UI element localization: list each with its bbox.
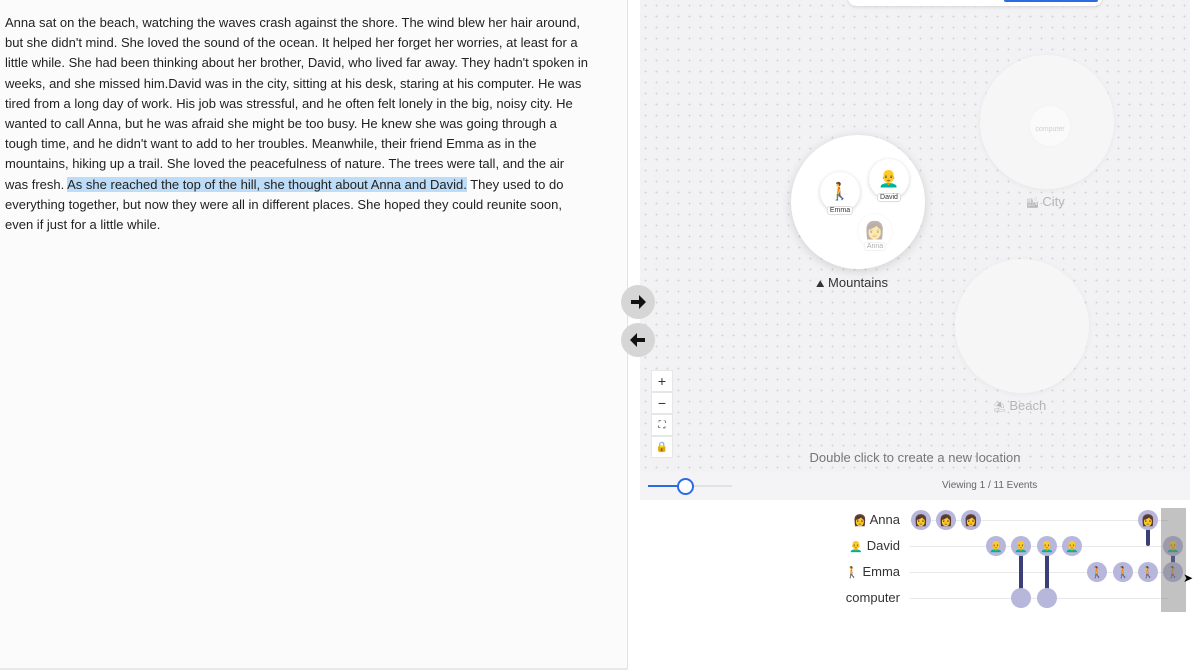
walking-person-icon: 🚶 xyxy=(1090,566,1104,579)
timeline-row-label-emma: 🚶 Emma xyxy=(845,564,900,579)
person-icon: 👨‍🦲 xyxy=(878,169,900,188)
location-beach[interactable] xyxy=(955,259,1089,393)
timeline-event-david[interactable] xyxy=(1062,536,1082,556)
object-computer[interactable] xyxy=(1030,106,1070,146)
beach-umbrella-icon: ⛱ xyxy=(993,402,1006,413)
timeline-event-emma[interactable] xyxy=(1087,562,1107,582)
fit-view-button[interactable] xyxy=(651,414,673,436)
character-tag: Emma xyxy=(827,206,853,215)
event-timeline xyxy=(640,472,1193,670)
fit-view-icon: ⛶ xyxy=(658,419,666,431)
walking-person-icon: 🚶 xyxy=(845,567,859,579)
character-anna-ghost[interactable] xyxy=(857,213,893,249)
walking-person-icon: 🚶 xyxy=(1166,566,1180,579)
woman-icon: 👩 xyxy=(864,221,886,240)
character-tag: computer xyxy=(1035,126,1065,133)
city-icon: 🏙 xyxy=(1026,198,1039,209)
timeline-slider-thumb[interactable] xyxy=(677,478,694,495)
map-zoom-controls xyxy=(651,370,673,458)
walking-person-icon: 🚶 xyxy=(1116,566,1130,579)
woman-icon: 👩 xyxy=(1141,514,1155,527)
map-hint: Double click to create a new location xyxy=(809,450,1021,465)
timeline-event-anna[interactable] xyxy=(936,510,956,530)
timeline-event-david[interactable] xyxy=(1037,536,1057,556)
timeline-event-anna[interactable] xyxy=(911,510,931,530)
location-map-canvas[interactable] xyxy=(640,0,1190,472)
timeline-event-emma[interactable] xyxy=(1138,562,1158,582)
woman-icon: 👩 xyxy=(853,515,867,527)
arrow-left-icon xyxy=(629,331,647,349)
mouse-pointer-icon: ➤ xyxy=(1183,571,1193,585)
timeline-event-anna[interactable] xyxy=(961,510,981,530)
story-text-after: They used to do everything together, but now they were all in different places. She hoped they could reunite soon, even if just for a little while. xyxy=(5,176,564,233)
previous-event-button[interactable] xyxy=(621,323,655,357)
woman-icon: 👩 xyxy=(914,514,928,527)
walking-person-icon: 🚶 xyxy=(1141,566,1155,579)
top-toolbar xyxy=(848,0,1102,6)
lock-icon: 🔒 xyxy=(655,441,669,453)
minus-icon: − xyxy=(657,395,667,411)
timeline-row-label-computer: computer xyxy=(845,590,900,605)
walking-person-icon: 🚶 xyxy=(829,182,851,201)
woman-icon: 👩 xyxy=(964,514,978,527)
character-tag: David xyxy=(877,193,901,202)
location-label-beach: ⛱ Beach xyxy=(993,398,1047,413)
plus-icon: + xyxy=(657,373,667,389)
story-text-before: Anna sat on the beach, watching the waves crash against the shore. The wind blew her hair around, but she didn't mind. She loved the sound of the ocean. It helped her forget her worries, at least for a little while. She had been thinking about her brother, David, who lived far away. They hadn't spoken in weeks, and she missed him.David was in the city, sitting at his desk, staring at his computer. He was tired from a long day of work. His job was stressful, and he often felt lonely in the big, noisy city. He wanted to call Anna, but he was afraid she might be too busy. He knew she was going through a tough time, and he didn't want to add to her troubles. Meanwhile, their friend Emma as in the mountains, hiking up a trail. She loved the peacefulness of nature. The trees were tall, and the air was fresh. xyxy=(5,15,589,192)
timeline-header xyxy=(640,472,1190,500)
zoom-in-button[interactable] xyxy=(651,370,673,392)
person-icon: 👨‍🦲 xyxy=(989,540,1003,553)
viewing-counter: Viewing 1 / 11 Events xyxy=(942,480,1038,491)
woman-icon: 👩 xyxy=(939,514,953,527)
timeline-row-label-anna: 👩 Anna xyxy=(853,512,900,527)
timeline-event-anna[interactable] xyxy=(1138,510,1158,530)
location-label-city: 🏙 City xyxy=(1026,194,1065,209)
timeline-event-david[interactable] xyxy=(1011,536,1031,556)
timeline-event-computer[interactable] xyxy=(1011,588,1031,608)
timeline-event-david[interactable] xyxy=(986,536,1006,556)
person-icon: 👨‍🦲 xyxy=(1040,540,1054,553)
mountain-icon: ⛰ xyxy=(816,279,825,290)
timeline-row-label-david: 👨‍🦲 David xyxy=(849,538,900,553)
person-icon: 👨‍🦲 xyxy=(1166,540,1180,553)
person-icon: 👨‍🦲 xyxy=(849,541,864,553)
story-text[interactable] xyxy=(5,13,590,235)
next-event-button[interactable] xyxy=(621,285,655,319)
location-mountains[interactable] xyxy=(791,135,925,269)
zoom-out-button[interactable] xyxy=(651,392,673,414)
timeline-event-computer[interactable] xyxy=(1037,588,1057,608)
toolbar-accent-button[interactable] xyxy=(1004,0,1098,2)
character-david[interactable] xyxy=(869,159,909,199)
current-event-marker[interactable] xyxy=(1161,508,1186,612)
person-icon: 👨‍🦲 xyxy=(1065,540,1079,553)
location-label-mountains: ⛰ Mountains xyxy=(816,275,889,290)
person-icon: 👨‍🦲 xyxy=(1014,540,1028,553)
arrow-right-icon xyxy=(629,293,647,311)
character-tag: Anna xyxy=(864,242,886,251)
timeline-event-emma[interactable] xyxy=(1113,562,1133,582)
highlighted-sentence[interactable]: As she reached the top of the hill, she thought about Anna and David. xyxy=(67,176,467,192)
character-emma[interactable] xyxy=(820,172,860,212)
